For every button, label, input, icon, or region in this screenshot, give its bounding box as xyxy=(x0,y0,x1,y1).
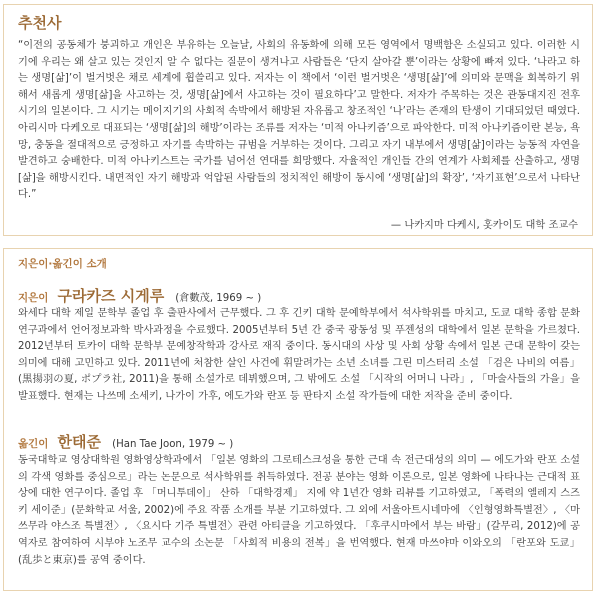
recommendation-attribution: — 나카지마 다케시, 홋카이도 대학 조교수 xyxy=(390,220,578,231)
author-bio: 와세다 대학 제일 문학부 졸업 후 출판사에서 근무했다. 그 후 긴키 대학 문예학부에서 석사학위를 마치고, 도쿄 대학 종합 문화 연구과에서 언어정보과학 박사과정을 수료했다. 2005년부터 5년 간 중국 광동성 및 푸젠성의 대학에서 일본 문학을 가르쳤다. 2012년부터 토카이 대학 문학부 문예창작학과 강사로 재직 중이다. 동시대의 사상 및 사회 상황 속에서 일본 근대 문학이 갖는 의미에 대해 고민하고 있다. 2011년에 처참한 살인 사건에 휘말려가는 소년 소녀를 그린 미스터리 소설 「검은 나비의 여름」(黒揚羽の夏, ポプラ社, 2011)을 통해 소설가로 데뷔했으며, 그 밖에도 소설 「시작의 어머니 나라」, 「마술사들의 가을」을 발표했다. 현재는 나쓰메 소세키, 나가이 가후, 에도가와 란포 등 판타지 소설 작가들에 대한 저작을 준비 중이다. xyxy=(18,308,580,402)
author-translator-box xyxy=(3,248,593,591)
author-original-name: (倉數茂, 1969 ~ ) xyxy=(175,293,262,304)
author-name: 구라카즈 시게루 xyxy=(57,287,165,305)
translator-original-name: (Han Tae Joon, 1979 ~ ) xyxy=(112,439,234,450)
intro-heading: 지은이·옮긴이 소개 xyxy=(18,258,107,270)
recommendation-heading: 추천사 xyxy=(18,14,62,32)
translator-name: 한태준 xyxy=(57,433,102,451)
recommendation-body: “이전의 공동체가 붕괴하고 개인은 부유하는 오늘날, 사회의 유동화에 의해 모든 영역에서 명백함은 소실되고 있다. 이러한 시기에 우리는 왜 살고 있는 것인지 알 수 없다는 질문이 생겨나고 사람들은 ‘단지 살아갈 뿐’이라는 상황에 빠져 있다. ‘나라고 하는 생명[삶]’이 벌거벗은 채로 세계에 휩쓸리고 있다. 저자는 이 책에서 ‘이런 벌거벗은 ‘생명[삶]’에 의미와 문맥을 회복하기 위해서 새롭게 생명[삶]을 사고하는 것, 생명[삶]에서 사고하는 것이 필요하다’고 말한다. 저자가 주목하는 것은 관동대지진 전후 시기의 일본이다. 그 시기는 메이지기의 사회적 속박에서 해방된 자유롭고 창조적인 ‘나’라는 존재의 탄생이 기대되었던 때였다. 아리시마 다케오로 대표되는 ‘생명[삶]의 해방’이라는 조류를 저자는 ‘미적 아나키즘’으로 파악한다. 미적 아나키즘이란 본능, 욕망, 충동을 절대적으로 긍정하고 자기를 속박하는 규범을 거부하는 것이다. 그리고 자기 내부에서 생명[삶]이라는 능동적 자연을 발견하고 숭배한다. 미적 아나키스트는 국가를 넘어선 연대를 희망했다. 자율적인 개인들 간의 연계가 사회체를 산출하고, 생명[삶]을 해방시킨다. 내면적인 자기 해방과 억압된 사람들의 정치적인 해방이 동시에 ‘생명[삶]의 확장’, ‘자기표현’으로서 나타난다.” xyxy=(18,40,580,201)
recommendation-box xyxy=(3,4,593,236)
translator-name-line xyxy=(18,431,233,452)
translator-bio: 동국대학교 영상대학원 영화영상학과에서 「일본 영화의 그로테스크성을 통한 근대 속 전근대성의 의미 — 에도가와 란포 소설의 각색 영화를 중심으로」라는 논문으로 석사학위를 취득하였다. 전공 분야는 영화 이론으로, 일본 영화에 나타나는 근대적 표상에 대한 연구이다. 졸업 후 「머니투데이」 산하 「대학경제」 지에 약 1년간 영화 리뷰를 기고하였고, 「폭력의 엘레지 스즈키 세이준」(문화학교 서울, 2002)에 주요 작품 소개를 부분 기고하였다. 그 외에 서울아트시네마에 〈인형영화특별전〉, 〈마쓰무라 야스조 특별전〉, 〈요시다 기주 특별전〉관련 아티클을 기고하였다. 「후쿠시마에서 부는 바람」(갈무리, 2012)에 공역자로 참여하여 시부야 노조무 교수의 소논문 「사회적 비용의 전복」을 번역했다. 현재 마쓰야마 이와오의 「란포와 도쿄」(乱歩と東京)를 공역 중이다. xyxy=(18,455,580,566)
translator-role-label: 옮긴이 xyxy=(18,438,49,450)
author-name-line xyxy=(18,285,261,306)
author-role-label: 지은이 xyxy=(18,292,49,304)
